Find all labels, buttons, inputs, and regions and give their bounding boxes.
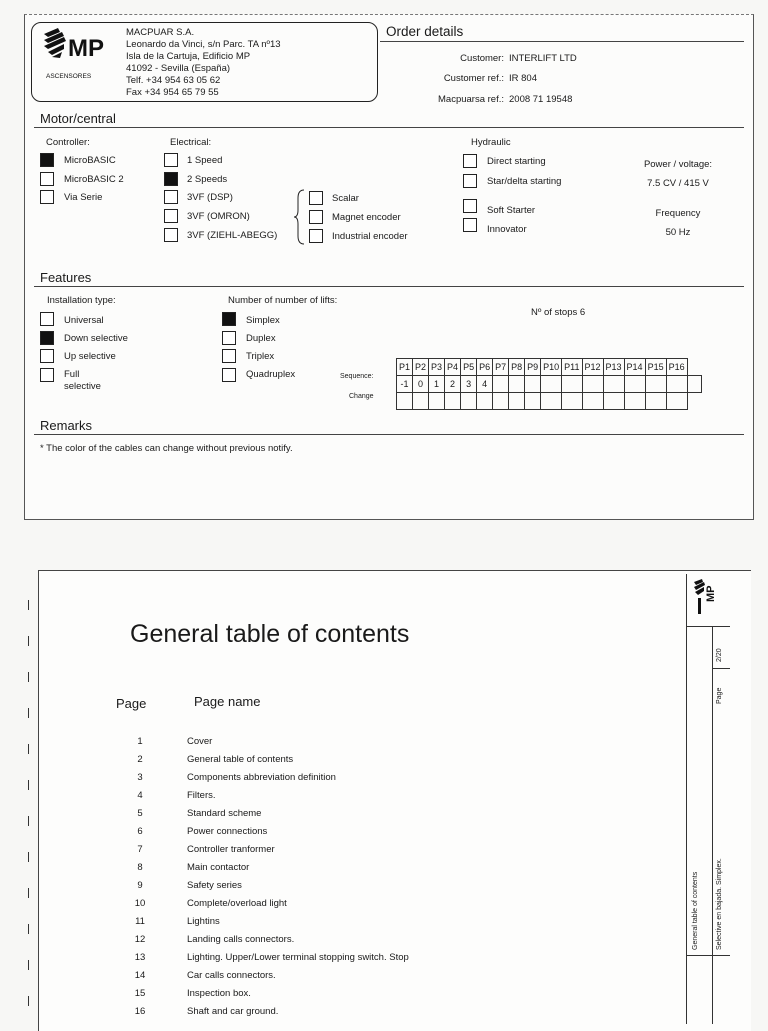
margin-tick	[28, 744, 29, 754]
installation-checkbox-full-selective[interactable]	[40, 368, 54, 382]
sequence-cell[interactable]	[525, 376, 541, 393]
toc-row-page: 12	[134, 934, 146, 945]
order-details-title: Order details	[386, 24, 464, 39]
lifts-option-label: Duplex	[246, 333, 276, 344]
hydraulic-option-label: Star/delta starting	[487, 176, 562, 187]
title-block-rule	[686, 626, 730, 627]
encoder-checkbox-scalar[interactable]	[309, 191, 323, 205]
controller-checkbox-microbasic2[interactable]	[40, 172, 54, 186]
lifts-checkbox-duplex[interactable]	[222, 331, 236, 345]
company-address-3: 41092 - Sevilla (España)	[126, 63, 231, 74]
title-block-rule	[712, 668, 730, 669]
change-cell[interactable]	[445, 393, 461, 410]
customer-value: INTERLIFT LTD	[509, 53, 577, 64]
sequence-cell[interactable]	[603, 376, 624, 393]
change-cell[interactable]	[509, 393, 525, 410]
macpuarsa-ref-value: 2008 71 19548	[509, 94, 573, 105]
margin-tick	[28, 924, 29, 934]
sequence-cell[interactable]: 0	[413, 376, 429, 393]
margin-tick	[28, 708, 29, 718]
toc-row-name: Main contactor	[187, 862, 250, 873]
controller-label: Controller:	[46, 137, 90, 148]
lifts-option-label: Triplex	[246, 351, 275, 362]
lifts-checkbox-quadruplex[interactable]	[222, 368, 236, 382]
company-phone: Telf. +34 954 63 05 62	[126, 75, 221, 86]
electrical-option-label: 3VF (OMRON)	[187, 211, 250, 222]
margin-tick	[28, 888, 29, 898]
toc-name-column-header: Page name	[194, 694, 261, 709]
installation-option-label: Up selective	[64, 351, 116, 362]
position-cell: P13	[603, 359, 624, 376]
sequence-cell[interactable]	[493, 376, 509, 393]
electrical-option-label: 1 Speed	[187, 155, 223, 166]
position-cell: P1	[397, 359, 413, 376]
electrical-checkbox-3vf-ziehl-abegg[interactable]	[164, 228, 178, 242]
sequence-cell[interactable]	[562, 376, 582, 393]
toc-row-name: General table of contents	[187, 754, 294, 765]
hydraulic-option-label: Soft Starter	[487, 205, 536, 216]
company-fax: Fax +34 954 65 79 55	[126, 87, 219, 98]
encoder-checkbox-industrial[interactable]	[309, 229, 323, 243]
position-cell: P8	[509, 359, 525, 376]
customer-ref-value: IR 804	[509, 73, 537, 84]
toc-row-page: 14	[134, 970, 146, 981]
position-cell: P7	[493, 359, 509, 376]
toc-row-name: Lightins	[187, 916, 220, 927]
sequence-cell[interactable]	[541, 376, 562, 393]
sequence-cell[interactable]: -1	[397, 376, 413, 393]
toc-row-page: 5	[137, 808, 143, 819]
encoder-option-label: Industrial encoder	[332, 231, 408, 242]
hydraulic-label: Hydraulic	[471, 137, 511, 148]
installation-checkbox-up-selective[interactable]	[40, 349, 54, 363]
order-details-rule	[380, 41, 744, 42]
toc-row-name: Car calls connectors.	[187, 970, 276, 981]
electrical-option-label: 3VF (ZIEHL-ABEGG)	[187, 230, 278, 241]
remarks-text: * The color of the cables can change without previous notify.	[40, 443, 293, 454]
electrical-checkbox-2-speeds[interactable]	[164, 172, 178, 186]
sequence-table	[396, 358, 702, 410]
electrical-checkbox-1-speed[interactable]	[164, 153, 178, 167]
sequence-cell[interactable]	[645, 376, 666, 393]
toc-row-name: Complete/overload light	[187, 898, 287, 909]
features-section-rule	[34, 286, 744, 287]
lifts-option-label: Quadruplex	[246, 369, 296, 380]
toc-row-page: 13	[134, 952, 146, 963]
encoder-option-label: Scalar	[332, 193, 359, 204]
change-cell[interactable]	[413, 393, 429, 410]
company-address-2: Isla de la Cartuja, Edificio MP	[126, 51, 251, 62]
title-block-divider	[712, 626, 713, 1024]
motor-section-rule	[34, 127, 744, 128]
controller-checkbox-via-serie[interactable]	[40, 190, 54, 204]
positions-row	[397, 359, 702, 376]
number-of-stops: Nº of stops 6	[531, 307, 586, 318]
controller-option-label: MicroBASIC 2	[64, 174, 124, 185]
toc-row-page: 3	[137, 772, 143, 783]
toc-row-name: Inspection box.	[187, 988, 251, 999]
change-cell[interactable]	[429, 393, 445, 410]
controller-option-label: Via Serie	[64, 192, 103, 203]
electrical-label: Electrical:	[170, 137, 212, 148]
controller-checkbox-microbasic[interactable]	[40, 153, 54, 167]
position-cell: P14	[624, 359, 645, 376]
logo-text: MP	[68, 35, 104, 62]
motor-section-title: Motor/central	[40, 111, 116, 126]
position-cell: P4	[445, 359, 461, 376]
toc-row-page: 6	[137, 826, 143, 837]
position-cell: P9	[525, 359, 541, 376]
frequency-label: Frequency	[655, 208, 701, 219]
lifts-option-label: Simplex	[246, 315, 280, 326]
toc-row-page: 1	[137, 736, 143, 747]
electrical-option-label: 2 Speeds	[187, 174, 228, 185]
mp-logo	[40, 26, 110, 84]
customer-label: Customer:	[460, 53, 504, 64]
power-value: 7.5 CV / 415 V	[647, 178, 709, 189]
company-address-1: Leonardo da Vinci, s/n Parc. TA nº13	[126, 39, 281, 50]
frequency-value: 50 Hz	[665, 227, 691, 238]
toc-row-page: 10	[134, 898, 146, 909]
mp-logo-small	[692, 578, 726, 618]
installation-checkbox-universal[interactable]	[40, 312, 54, 326]
hydraulic-checkbox-direct[interactable]	[463, 154, 477, 168]
margin-tick	[28, 852, 29, 862]
margin-tick	[28, 816, 29, 826]
controller-option-label: MicroBASIC	[64, 155, 116, 166]
encoder-option-label: Magnet encoder	[332, 212, 401, 223]
toc-row-page: 4	[137, 790, 143, 801]
change-cell[interactable]	[397, 393, 413, 410]
margin-tick	[28, 600, 29, 610]
sequence-cell[interactable]	[582, 376, 603, 393]
change-cell[interactable]	[493, 393, 509, 410]
sequence-label: Sequence:	[340, 373, 374, 380]
encoder-checkbox-magnet[interactable]	[309, 210, 323, 224]
change-cell[interactable]	[645, 393, 666, 410]
lifts-label: Number of number of lifts:	[228, 295, 338, 306]
margin-tick	[28, 672, 29, 682]
position-cell: P12	[582, 359, 603, 376]
toc-row-page: 2	[137, 754, 143, 765]
toc-title: General table of contents	[130, 620, 410, 648]
change-cell[interactable]	[562, 393, 582, 410]
change-row	[397, 393, 702, 410]
installation-checkbox-down-selective[interactable]	[40, 331, 54, 345]
power-label: Power / voltage:	[643, 159, 713, 170]
company-name: MACPUAR S.A.	[126, 27, 195, 38]
sequence-cell[interactable]	[624, 376, 645, 393]
margin-tick	[28, 960, 29, 970]
side-page-number: 2/20	[716, 648, 723, 662]
toc-row-page: 8	[137, 862, 143, 873]
position-cell: P3	[429, 359, 445, 376]
change-cell[interactable]	[525, 393, 541, 410]
features-section-title: Features	[40, 270, 92, 285]
change-spacer	[687, 393, 702, 410]
toc-row-name: Lighting. Upper/Lower terminal stopping switch. Stop	[187, 952, 409, 963]
sequence-cell[interactable]: 1	[429, 376, 445, 393]
lifts-checkbox-simplex[interactable]	[222, 312, 236, 326]
position-cell: P11	[562, 359, 582, 376]
toc-row-name: Safety series	[187, 880, 242, 891]
hydraulic-option-label: Innovator	[487, 224, 527, 235]
toc-row-name: Controller tranformer	[187, 844, 275, 855]
customer-ref-label: Customer ref.:	[443, 73, 504, 84]
change-cell[interactable]	[666, 393, 687, 410]
toc-row-page: 16	[134, 1006, 146, 1017]
electrical-checkbox-3vf-dsp[interactable]	[164, 190, 178, 204]
toc-row-page: 11	[135, 916, 145, 927]
side-title: General table of contents	[692, 871, 699, 950]
change-cell[interactable]	[477, 393, 493, 410]
margin-tick	[28, 636, 29, 646]
hydraulic-checkbox-soft-starter[interactable]	[463, 199, 477, 213]
toc-row-name: Landing calls connectors.	[187, 934, 295, 945]
position-cell: P10	[541, 359, 562, 376]
remarks-section-title: Remarks	[40, 418, 93, 433]
installation-option-label: Full	[64, 369, 80, 380]
sequence-cell[interactable]	[509, 376, 525, 393]
toc-row-page: 15	[134, 988, 146, 999]
position-cell: P2	[413, 359, 429, 376]
remarks-section-rule	[34, 434, 744, 435]
change-cell[interactable]	[582, 393, 603, 410]
logo-text-small: MP	[705, 585, 717, 602]
installation-option-label: Universal	[64, 315, 104, 326]
logo-subtext: ASCENSORES	[46, 73, 92, 80]
toc-row-name: Filters.	[187, 790, 216, 801]
lifts-checkbox-triplex[interactable]	[222, 349, 236, 363]
change-cell[interactable]	[541, 393, 562, 410]
sequence-cell[interactable]	[666, 376, 687, 393]
position-cell: P15	[645, 359, 666, 376]
sequence-row	[397, 376, 702, 393]
hydraulic-option-label: Direct starting	[487, 156, 546, 167]
sequence-cell[interactable]: 3	[461, 376, 477, 393]
electrical-checkbox-3vf-omron[interactable]	[164, 209, 178, 223]
toc-row-name: Power connections	[187, 826, 268, 837]
margin-tick	[28, 780, 29, 790]
toc-row-name: Cover	[187, 736, 213, 747]
title-block-rule	[686, 955, 730, 956]
toc-page-column-header: Page	[116, 696, 147, 711]
sequence-cell[interactable]: 2	[445, 376, 461, 393]
margin-tick	[28, 996, 29, 1006]
position-cell: P6	[477, 359, 493, 376]
sequence-cell[interactable]	[687, 376, 702, 393]
encoder-brace	[294, 188, 306, 246]
title-block-left-border	[686, 574, 687, 1024]
position-spacer	[687, 359, 702, 376]
change-label: Change	[349, 393, 374, 400]
side-description: Selective en bajada. Simplex.	[716, 858, 723, 950]
hydraulic-checkbox-star-delta[interactable]	[463, 174, 477, 188]
side-page-label: Page	[716, 687, 723, 704]
toc-row-name: Standard scheme	[187, 808, 262, 819]
position-cell: P5	[461, 359, 477, 376]
installation-option-label-line2: selective	[64, 381, 101, 392]
toc-row-name: Components abbreviation definition	[187, 772, 336, 783]
toc-row-name: Shaft and car ground.	[187, 1006, 279, 1017]
installation-type-label: Installation type:	[47, 295, 116, 306]
change-cell[interactable]	[624, 393, 645, 410]
electrical-option-label: 3VF (DSP)	[187, 192, 233, 203]
change-cell[interactable]	[461, 393, 477, 410]
hydraulic-checkbox-innovator[interactable]	[463, 218, 477, 232]
toc-row-page: 7	[137, 844, 143, 855]
sequence-cell[interactable]: 4	[477, 376, 493, 393]
position-cell: P16	[666, 359, 687, 376]
macpuarsa-ref-label: Macpuarsa ref.:	[438, 94, 504, 105]
change-cell[interactable]	[603, 393, 624, 410]
installation-option-label: Down selective	[64, 333, 128, 344]
toc-row-page: 9	[137, 880, 143, 891]
